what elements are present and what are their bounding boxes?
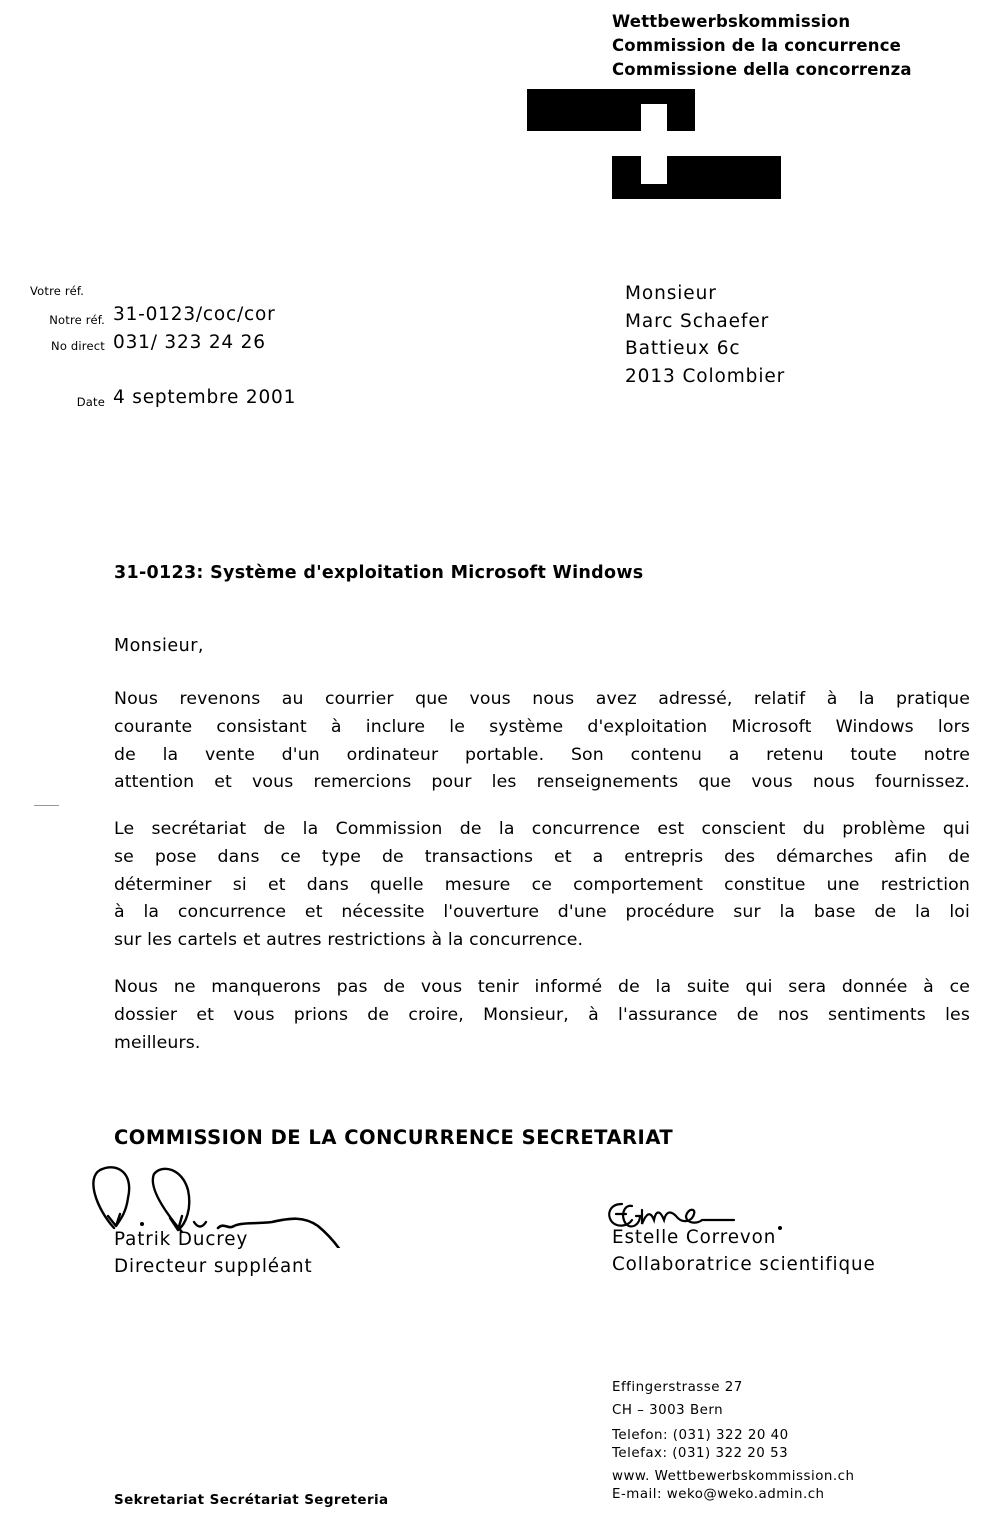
signatory-name: Estelle Correvon	[612, 1227, 777, 1248]
signatory-title: Directeur suppléant	[114, 1256, 313, 1277]
votre-ref-label: Votre réf.	[30, 284, 85, 298]
signatory-correvon	[612, 1224, 876, 1278]
signoff-heading: COMMISSION DE LA CONCURRENCE SECRETARIAT	[114, 1126, 674, 1149]
body-paragraph-2	[114, 816, 970, 955]
signatory-ducrey	[114, 1226, 313, 1280]
recipient-street: Battieux 6c	[625, 338, 741, 360]
scan-artifact	[34, 805, 59, 806]
recipient-city: 2013 Colombier	[625, 366, 786, 388]
agency-name-block	[612, 10, 912, 82]
paragraph-line: de la vente d'un ordinateur portable. Son contenu a retenu toute notre	[114, 744, 970, 765]
recipient-salutation: Monsieur	[625, 283, 717, 304]
paragraph-line: déterminer si et dans quelle mesure ce comportement constitue une restriction	[114, 874, 970, 895]
paragraph-line: attention et vous remercions pour les renseignements que vous nous fournissez.	[114, 772, 970, 793]
footer-website-link[interactable]: www. Wettbewerbskommission.ch	[612, 1469, 855, 1484]
paragraph-line: meilleurs.	[114, 1032, 201, 1053]
agency-name-it: Commissione della concorrenza	[612, 60, 912, 79]
footer-email-link[interactable]: E-mail: weko@weko.admin.ch	[612, 1487, 825, 1502]
paragraph-line: dossier et vous prions de croire, Monsieur, à l'assurance de nos sentiments les	[114, 1004, 970, 1025]
paragraph-line: courante consistant à inclure le système d'exploitation Microsoft Windows lors	[114, 716, 970, 737]
recipient-name: Marc Schaefer	[625, 310, 770, 332]
paragraph-line: sur les cartels et autres restrictions à la concurrence.	[114, 930, 584, 951]
agency-name-fr: Commission de la concurrence	[612, 36, 902, 55]
paragraph-line: Le secrétariat de la Commission de la concurrence est conscient du problème qui	[114, 819, 970, 839]
footer-fax: Telefax: (031) 322 20 53	[612, 1446, 789, 1461]
paragraph-line: à la concurrence et nécessite l'ouverture d'une procédure sur la base de la loi	[114, 902, 970, 923]
date-value: 4 septembre 2001	[113, 387, 297, 408]
notre-ref-label: Notre réf.	[49, 313, 105, 327]
no-direct-value: 031/ 323 24 26	[113, 332, 266, 353]
footer-phone: Telefon: (031) 322 20 40	[612, 1428, 789, 1443]
swiss-federal-logo-icon	[527, 89, 781, 199]
body-paragraph-3	[114, 974, 970, 1057]
signatory-title: Collaboratrice scientifique	[612, 1254, 876, 1275]
letter-salutation: Monsieur,	[114, 636, 204, 656]
no-direct-label: No direct	[51, 339, 105, 353]
body-paragraph-1	[114, 686, 970, 797]
recipient-address	[625, 280, 785, 391]
footer-street: Effingerstrasse 27	[612, 1380, 743, 1395]
footer-contact-block	[612, 1376, 854, 1504]
paragraph-line: Nous ne manquerons pas de vous tenir informé de la suite qui sera donnée à ce	[114, 977, 970, 997]
footer-department: Sekretariat Secrétariat Segreteria	[114, 1492, 389, 1508]
paragraph-line: se pose dans ce type de transactions et a entrepris des démarches afin de	[114, 846, 970, 867]
paragraph-line: Nous revenons au courrier que vous nous avez adressé, relatif à la pratique	[114, 689, 970, 709]
footer-city: CH – 3003 Bern	[612, 1403, 724, 1418]
notre-ref-value: 31-0123/coc/cor	[113, 304, 276, 325]
date-label: Date	[76, 395, 105, 409]
signatory-name: Patrik Ducrey	[114, 1229, 249, 1250]
letter-subject: 31-0123: Système d'exploitation Microsoft Windows	[114, 563, 644, 583]
agency-name-de: Wettbewerbskommission	[612, 12, 851, 31]
